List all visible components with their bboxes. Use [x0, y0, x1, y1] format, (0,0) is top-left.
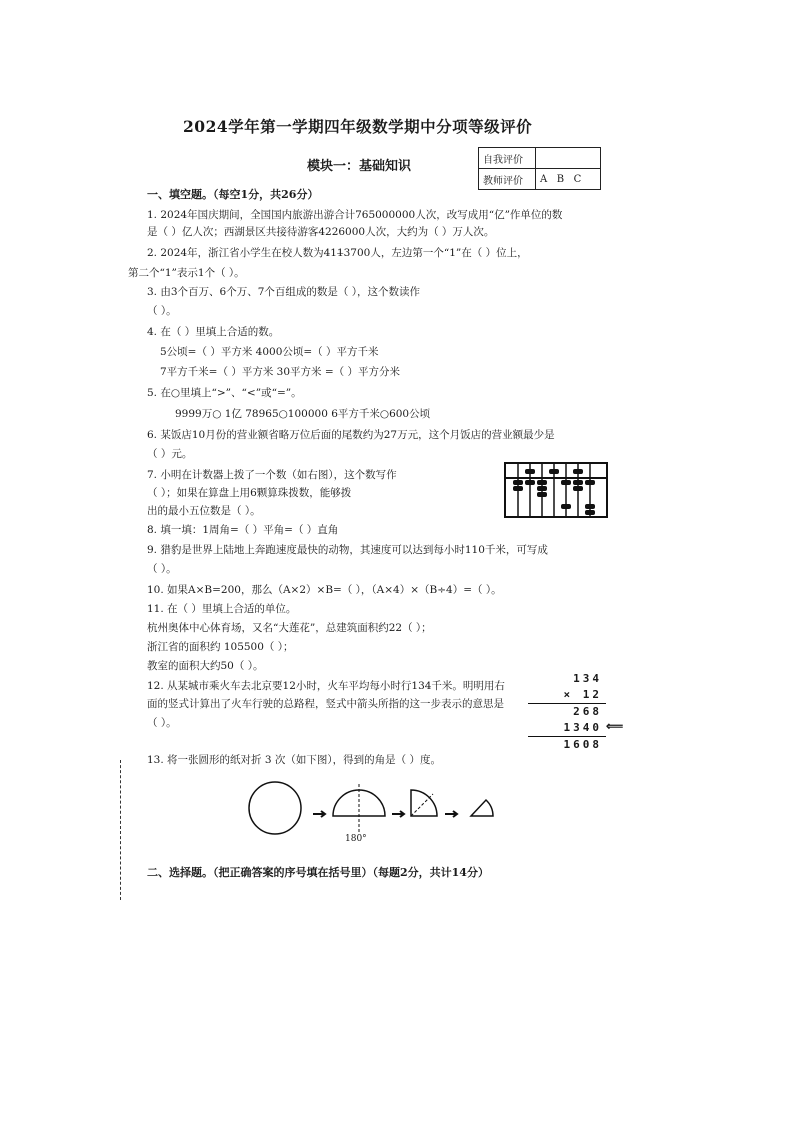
mult-partial-1: 268 [528, 703, 606, 720]
q9-line2: （ ）。 [147, 563, 177, 575]
mult-multiplier: × 12 [563, 688, 602, 701]
teacher-eval-label: 教师评价 [479, 169, 536, 190]
margin-dashed-line [120, 760, 121, 900]
circle-folding-figure [245, 776, 505, 846]
semicircle-shape [333, 790, 385, 816]
module-title: 模块一：基础知识 [307, 159, 412, 174]
q12-line2: 面的竖式计算出了火车行驶的总路程，竖式中箭头所指的这一步表示的意思是 [147, 698, 504, 710]
q11-line1: 杭州奥体中心体育场，又名“大莲花”，总建筑面积约22（ ）； [147, 622, 432, 634]
mult-partial-2: 1340 [563, 721, 602, 734]
q11-line2: 浙江省的面积约 105500（ ）； [147, 641, 294, 653]
q7-line1: 7. 小明在计数器上拨了一个数（如右图），这个数写作 [147, 469, 397, 481]
q11-line3: 教室的面积大约50（ ）。 [147, 660, 264, 672]
q4-row2: 7平方千米=（ ）平方米 30平方米 =（ ）平方分米 [160, 366, 400, 378]
q11-heading: 11. 在（ ）里填上合适的单位。 [147, 603, 297, 615]
vertical-multiplication [528, 671, 624, 753]
abacus-figure [504, 462, 608, 518]
q4-heading: 4. 在（ ）里填上合适的数。 [147, 326, 280, 338]
arrow-left-icon: ⟸ [606, 719, 624, 733]
q1-line1: 1. 2024年国庆期间，全国国内旅游出游合计765000000人次，改写成用“亿”作单位的数 [147, 209, 563, 221]
mult-multiplicand: 134 [573, 672, 602, 685]
q4-row1: 5公顷=（ ）平方米 4000公顷=（ ）平方千米 [160, 346, 379, 358]
q13: 13. 将一张圆形的纸对折 3 次（如下图），得到的角是（ ）度。 [147, 754, 441, 766]
q7-line2: （ ）；如果在算盘上用6颗算珠拨数，能够拨 [147, 487, 352, 499]
section2-heading: 二、选择题。（把正确答案的序号填在括号里）（每题2分，共计14分） [147, 866, 489, 879]
arrow-3-icon [445, 811, 457, 817]
q7-line3: 出的最小五位数是（ ）。 [147, 505, 261, 517]
q3-line2: （ ）。 [147, 305, 177, 317]
full-circle-shape [249, 782, 301, 834]
q9-line1: 9. 猎豹是世界上陆地上奔跑速度最快的动物，其速度可以达到每小时110千米，可写成 [147, 544, 548, 556]
evaluation-table [478, 147, 601, 190]
q6-line2: （ ）元。 [147, 448, 193, 460]
section1-heading: 一、填空题。（每空1分，共26分） [147, 188, 319, 201]
eighth-circle-shape [471, 800, 493, 816]
q12-line3: （ ）。 [147, 717, 177, 729]
q8: 8. 填一填：1周角=（ ）平角=（ ）直角 [147, 524, 339, 536]
arrow-1-icon [313, 811, 325, 817]
q6-line1: 6. 某饭店10月份的营业额省略万位后面的尾数约为27万元，这个月饭店的营业额最少是 [147, 429, 555, 441]
q2-line1: 2. 2024年，浙江省小学生在校人数为411̶3700人，左边第一个“1”在（ ）位上， [147, 247, 528, 259]
q1-line2: 是（ ）亿人次；西湖景区共接待游客4226000人次，大约为（ ）万人次。 [147, 226, 495, 238]
q10: 10. 如果A×B=200，那么（A×2）×B=（ ），（A×4）×（B÷4）=（ ）。 [147, 584, 502, 596]
q5-heading: 5. 在○里填上“>”、“<”或“=”。 [147, 387, 302, 399]
q3-line1: 3. 由3个百万、6个万、7个百组成的数是（ ），这个数读作 [147, 286, 420, 298]
q2-line2: 第二个“1”表示1个（ ）。 [128, 267, 245, 279]
teacher-eval-grades: A B C [536, 169, 601, 190]
arrow-2-icon [392, 811, 404, 817]
q5-row: 9999万○ 1亿 78965○100000 6平方千米○600公顷 [175, 408, 431, 420]
angle-label: 180° [345, 834, 367, 844]
exam-title: 2024学年第一学期四年级数学期中分项等级评价 [183, 117, 533, 136]
self-eval-box[interactable] [536, 148, 601, 169]
self-eval-label: 自我评价 [479, 148, 536, 169]
mult-result: 1608 [528, 736, 606, 753]
q12-line1: 12. 从某城市乘火车去北京要12小时，火车平均每小时行134千米。明明用右 [147, 680, 505, 692]
